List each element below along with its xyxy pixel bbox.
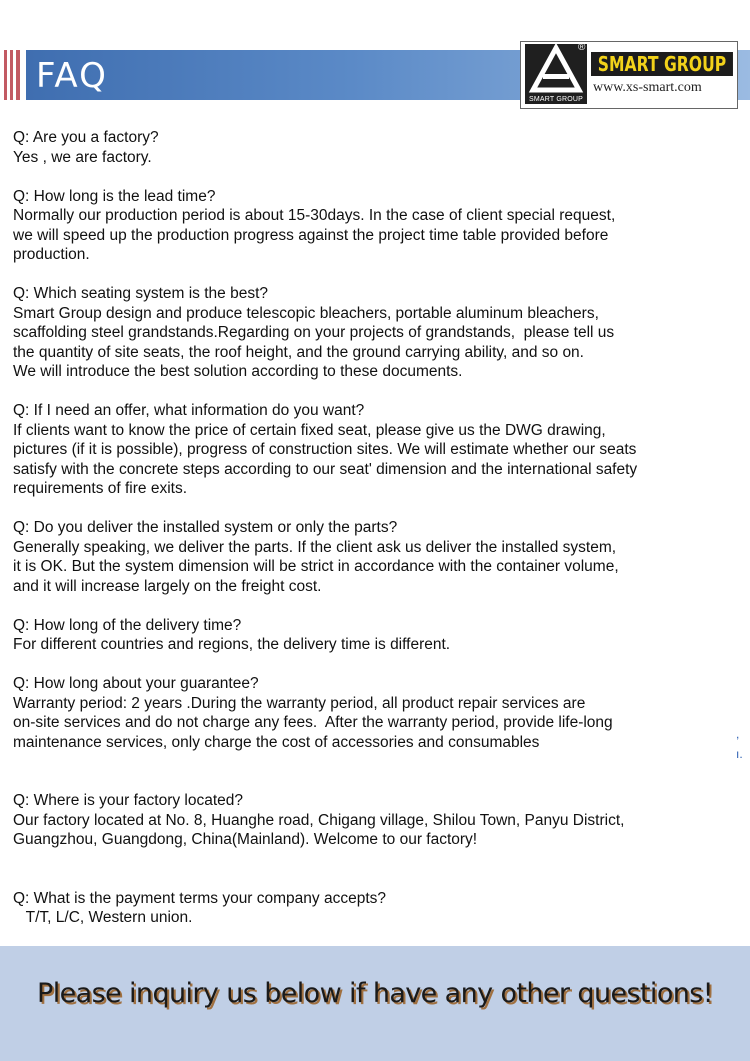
faq-answer-line: production. [13,246,90,263]
faq-answer-line: Yes , we are factory. [13,148,152,166]
faq-question: Q: Where is your factory located? [13,792,244,809]
faq-item [13,284,733,382]
faq-question: Q: Are you a factory? [13,129,159,146]
faq-question: Q: What is the payment terms your company accepts? [13,889,387,907]
faq-question: Q: How long of the delivery time? [13,616,242,634]
footer-cta-text: Please inquiry us below if have any other questions! [37,978,713,1009]
faq-answer-line: on-site services and do not charge any fees. After the warranty period, provide life-long [13,714,613,731]
faq-answer-line: maintenance services, only charge the cost of accessories and consumables [13,733,540,751]
margin-mark: ı. [736,747,743,761]
faq-answer-line: the quantity of site seats, the roof height, and the ground carrying ability, and so on. [13,343,584,361]
logo-mark-text: SMART GROUP [528,96,584,103]
page-title: FAQ [36,56,108,96]
faq-item [13,889,733,928]
footer-banner [0,946,750,1061]
header-stripes [0,50,26,100]
faq-answer-line: We will introduce the best solution according to these documents. [13,363,463,380]
faq-content [13,128,733,928]
faq-answer-line: Guangzhou, Guangdong, China(Mainland). Welcome to our factory! [13,831,478,848]
faq-answer-line: and it will increase largely on the freight cost. [13,577,322,595]
faq-answer-line: pictures (if it is possible), progress of construction sites. We will estimate whether our seats [13,441,637,458]
faq-item [13,401,733,499]
faq-answer-line: For different countries and regions, the delivery time is different. [13,636,451,653]
faq-item [13,187,733,265]
faq-item [13,518,733,596]
faq-item [13,674,733,752]
logo-url: www.xs-smart.com [593,80,702,95]
faq-answer-line: requirements of fire exits. [13,480,188,497]
logo-mark [525,44,587,104]
logo-brand: SMART GROUP [591,52,733,76]
registered-mark: ® [578,42,586,53]
faq-answer-line: satisfy with the concrete steps according to our seat' dimension and the international safety [13,460,638,478]
faq-question: Q: If I need an offer, what information do you want? [13,402,365,419]
faq-answer-line: T/T, L/C, Western union. [13,909,193,926]
faq-answer-line: Generally speaking, we deliver the parts. If the client ask us deliver the installed system, [13,538,617,556]
faq-answer-line: we will speed up the production progress against the project time table provided before [13,226,609,244]
faq-question: Q: Do you deliver the installed system or only the parts? [13,519,398,536]
company-logo [520,41,738,109]
faq-item [13,616,733,655]
faq-item [13,791,733,850]
faq-answer-line: Smart Group design and produce telescopic bleachers, portable aluminum bleachers, [13,304,599,322]
faq-answer-line: it is OK. But the system dimension will be strict in accordance with the container volume, [13,558,619,575]
faq-answer-line: Our factory located at No. 8, Huanghe road, Chigang village, Shilou Town, Panyu District, [13,811,625,829]
faq-answer-line: If clients want to know the price of certain fixed seat, please give us the DWG drawing, [13,421,606,439]
faq-question: Q: How long about your guarantee? [13,675,259,692]
margin-mark: , [736,727,740,741]
faq-item [13,128,733,167]
faq-answer-line: Normally our production period is about 15-30days. In the case of client special request, [13,207,616,224]
faq-question: Q: Which seating system is the best? [13,285,268,302]
faq-answer-line: scaffolding steel grandstands.Regarding on your projects of grandstands, please tell us [13,324,615,341]
faq-question: Q: How long is the lead time? [13,187,216,205]
faq-answer-line: Warranty period: 2 years .During the warranty period, all product repair services are [13,694,586,712]
margin-marks [736,726,743,766]
